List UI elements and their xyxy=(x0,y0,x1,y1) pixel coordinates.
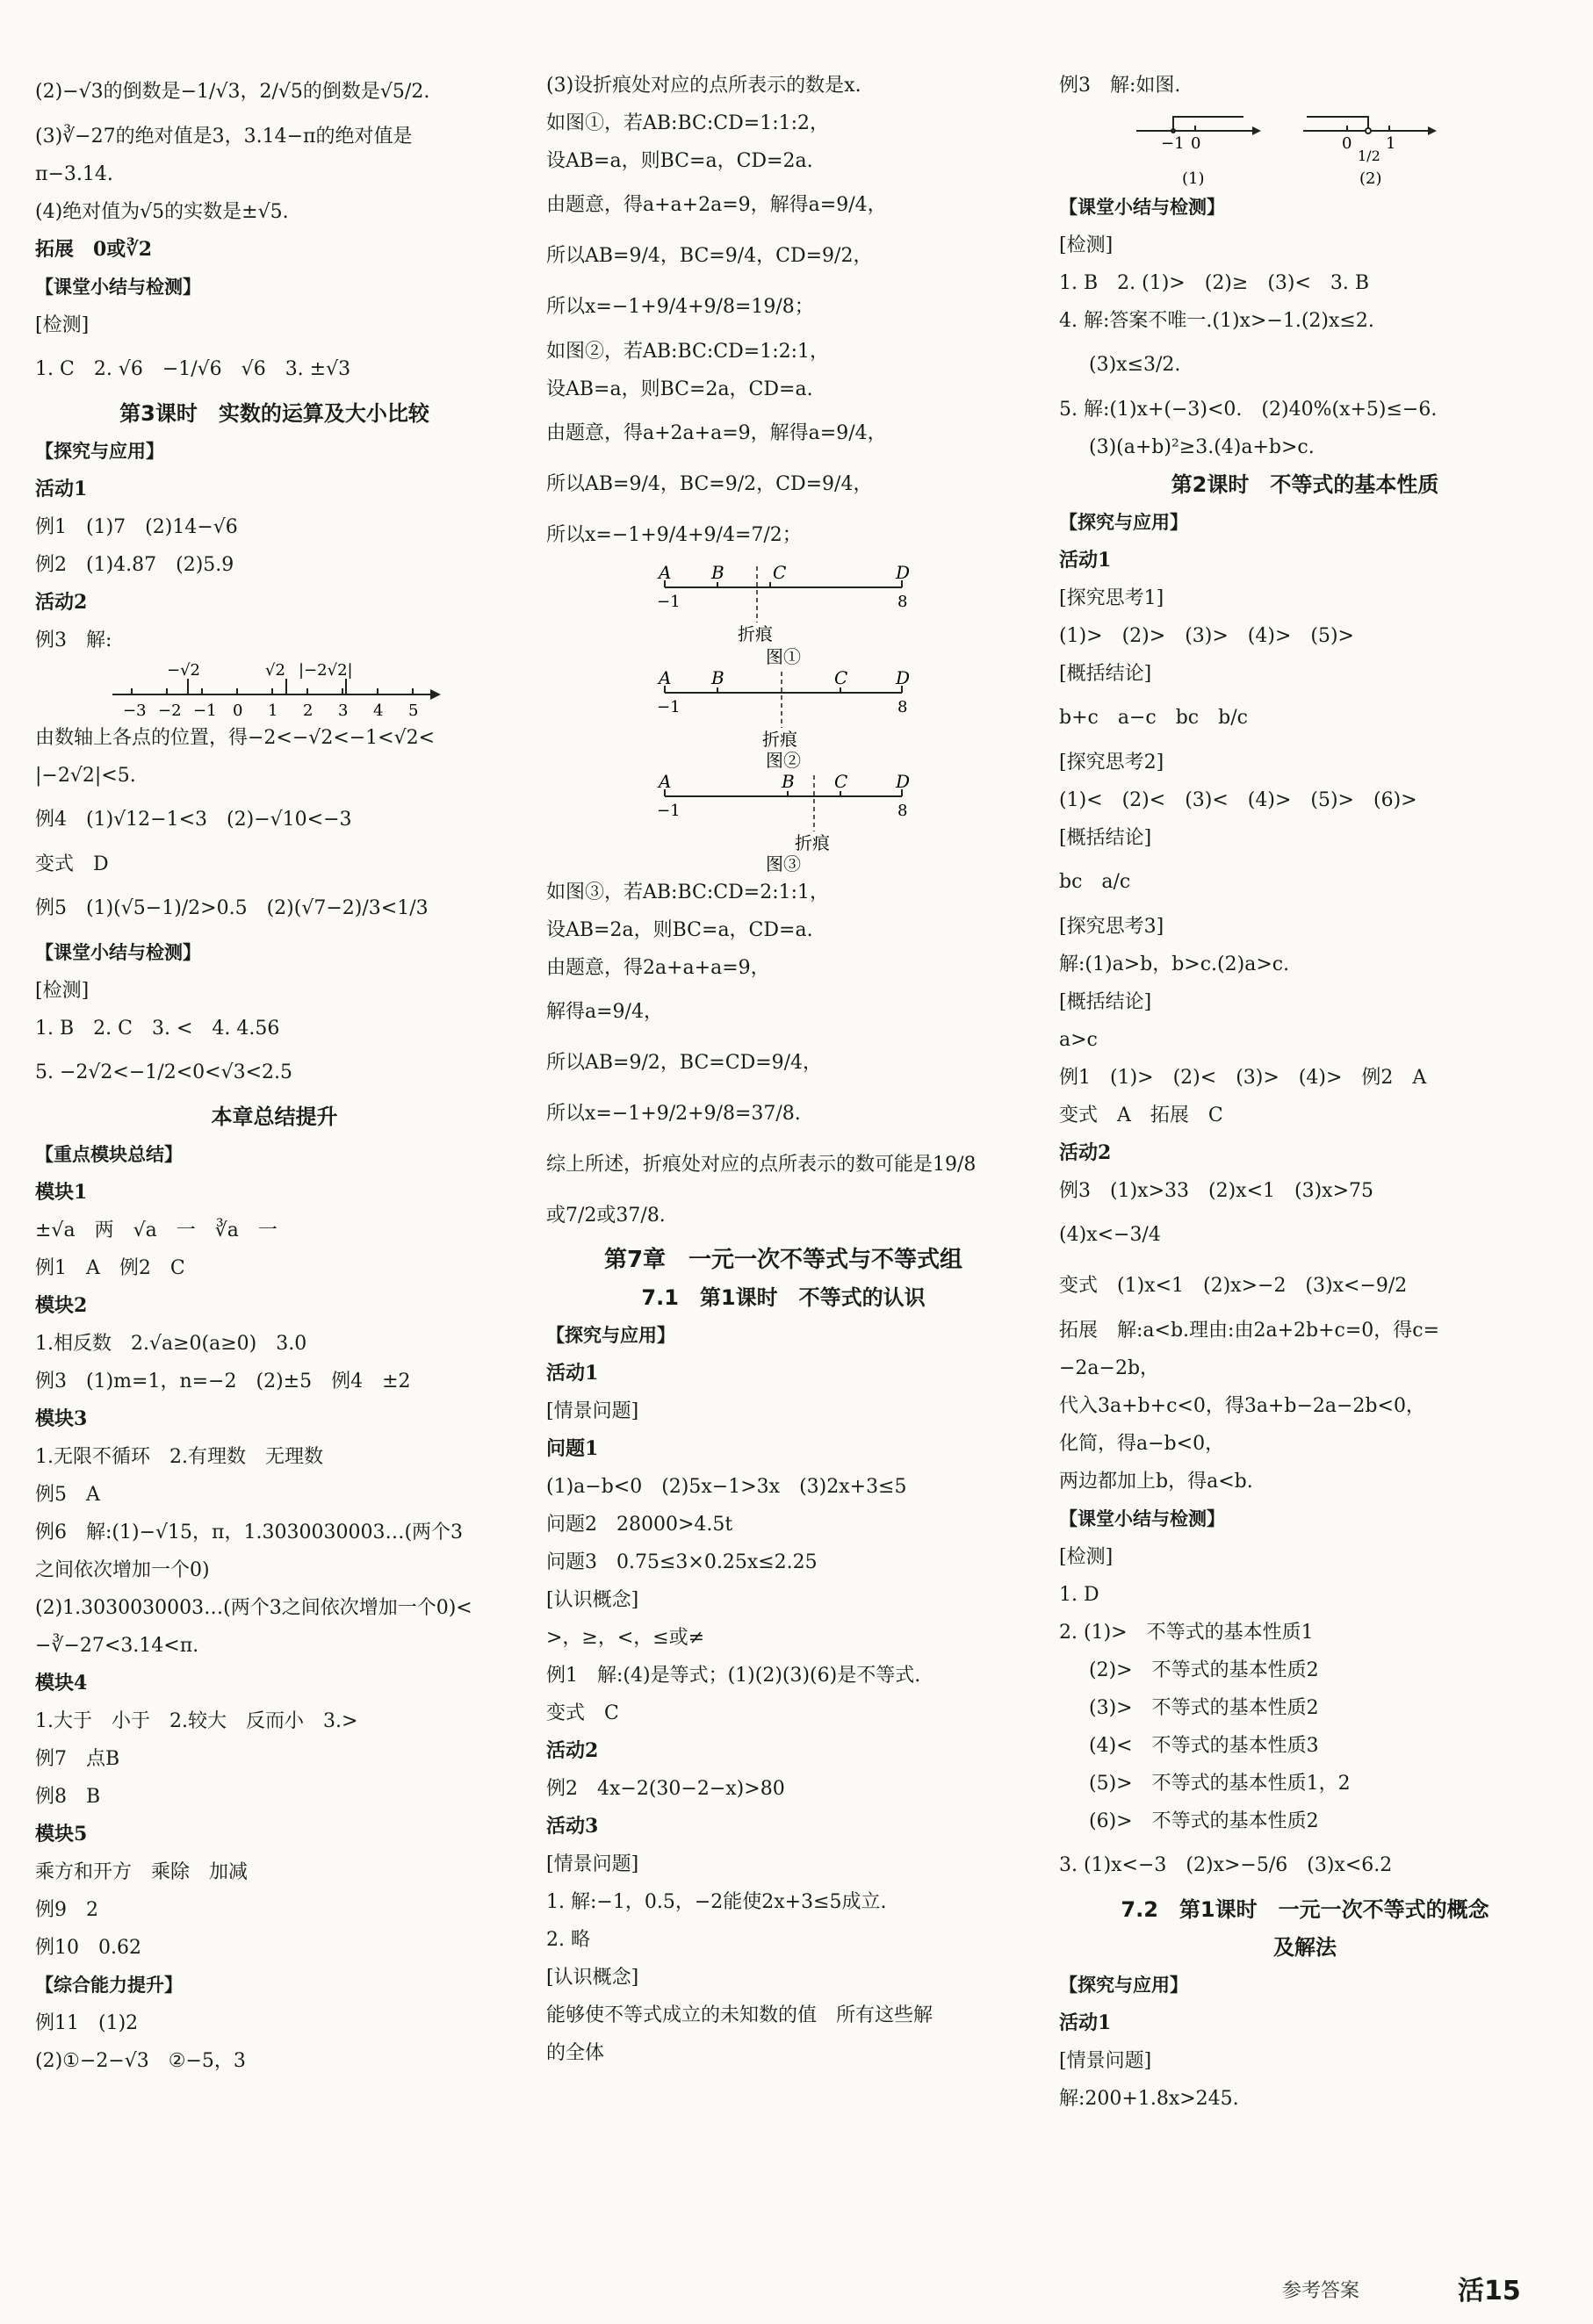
text-line: 1.大于 小于 2.较大 反而小 3.> xyxy=(35,1710,358,1732)
figure-caption: 图① xyxy=(766,646,801,666)
text-line: 例3 解:如图. xyxy=(1059,75,1181,97)
text-line: bc a/c xyxy=(1059,871,1131,893)
mark-label: −√2 xyxy=(167,661,201,680)
text-line: 例5 (1)(√5−1)/2>0.5 (2)(√7−2)/3<1/3 xyxy=(35,897,429,919)
point-label: A xyxy=(659,667,672,688)
tick-label: 5 xyxy=(408,702,419,719)
section-heading: 【课堂小结与检测】 xyxy=(35,277,201,298)
text-line: 综上所述，折痕处对应的点所表示的数可能是19/8 xyxy=(546,1154,977,1176)
text-line: (3)x≤3/2. xyxy=(1089,354,1181,376)
text-line: 例4 (1)√12−1<3 (2)−√10<−3 xyxy=(35,809,352,831)
text-line: (2)−√3的倒数是−1/√3，2/√5的倒数是√5/2. xyxy=(35,81,430,103)
text-line: 1. C 2. √6 −1/√6 √6 3. ±√3 xyxy=(35,358,351,380)
text-line: (3)(a+b)²≥3.(4)a+b>c. xyxy=(1089,436,1315,458)
text-line: 2. (1)> 不等式的基本性质1 xyxy=(1059,1622,1314,1644)
tick-label: −2 xyxy=(158,702,182,719)
text-line: (5)> 不等式的基本性质1，2 xyxy=(1089,1773,1351,1795)
subsection-label: [检测] xyxy=(1059,1546,1114,1568)
text-line: 能够使不等式成立的未知数的值 所有这些解 xyxy=(546,2004,933,2026)
text-line: >，≥，<，≤或≠ xyxy=(546,1627,705,1649)
figure-label: (2) xyxy=(1359,169,1382,188)
crease-label: 折痕 xyxy=(738,623,773,644)
text-line: (3)设折痕处对应的点所表示的数是x. xyxy=(546,75,861,97)
text-line: 设AB=a，则BC=2a，CD=a. xyxy=(546,378,813,400)
activity-label: 活动2 xyxy=(546,1739,599,1762)
text-line: −∛−27<3.14<π. xyxy=(35,1635,199,1657)
text-line: (1)a−b<0 (2)5x−1>3x (3)2x+3≤5 xyxy=(546,1476,907,1498)
text-line: 1.无限不循环 2.有理数 无理数 xyxy=(35,1446,323,1468)
text-line: 3. (1)x<−3 (2)x>−5/6 (3)x<6.2 xyxy=(1059,1854,1393,1876)
activity-label: 活动1 xyxy=(1059,549,1112,572)
text-line: 1. B 2. (1)> (2)≥ (3)< 3. B xyxy=(1059,272,1370,294)
text-line: 例9 2 xyxy=(35,1899,98,1921)
text-line: (3)> 不等式的基本性质2 xyxy=(1089,1697,1319,1719)
lesson-title-cont: 及解法 xyxy=(1273,1935,1337,1960)
text-line: 如图③，若AB:BC:CD=2:1:1， xyxy=(546,881,830,903)
point-label: D xyxy=(896,562,911,583)
text-line: 化简，得a−b<0， xyxy=(1059,1433,1225,1455)
text-line: 例10 0.62 xyxy=(35,1937,141,1959)
subsection-label: [情景问题] xyxy=(546,1853,639,1875)
text-line: 问题3 0.75≤3×0.25x≤2.25 xyxy=(546,1551,818,1573)
point-label: C xyxy=(773,562,787,583)
activity-label: 活动1 xyxy=(546,1362,599,1385)
text-line: 如图②，若AB:BC:CD=1:2:1， xyxy=(546,341,830,363)
section-heading: 【探究与应用】 xyxy=(546,1325,675,1346)
fold-figure-2 xyxy=(546,666,1020,770)
end-label: 8 xyxy=(897,698,908,716)
text-line: 拓展 解:a<b.理由:由2a+2b+c=0，得c= xyxy=(1059,1320,1440,1342)
text-line: 例2 4x−2(30−2−x)>80 xyxy=(546,1778,785,1800)
mark-label: √2 xyxy=(265,661,285,680)
tick-label: 0 xyxy=(1191,134,1201,153)
tick-label: −1 xyxy=(193,702,217,719)
tick-label: 3 xyxy=(338,702,349,719)
text-line: 例1 A 例2 C xyxy=(35,1257,185,1279)
text-line: 所以x=−1+9/4+9/4=7/2； xyxy=(546,524,802,546)
subsection-label: [探究思考3] xyxy=(1059,916,1164,938)
text-line: 的全体 xyxy=(546,2042,605,2064)
tick-label: −3 xyxy=(123,702,147,719)
text-line: 例8 B xyxy=(35,1786,101,1808)
text-line: 例6 解:(1)−√15，π，1.3030030003…(两个3 xyxy=(35,1522,464,1543)
text-line: 所以x=−1+9/4+9/8=19/8； xyxy=(546,296,814,318)
text-line: 例3 (1)m=1，n=−2 (2)±5 例4 ±2 xyxy=(35,1371,411,1392)
point-label: D xyxy=(896,771,911,792)
page-footer xyxy=(1282,2272,1554,2311)
text-line: b+c a−c bc b/c xyxy=(1059,707,1248,729)
number-line-figure xyxy=(35,659,514,719)
text-line: (4)x<−3/4 xyxy=(1059,1224,1161,1246)
text-line: 1. 解:−1，0.5，−2能使2x+3≤5成立. xyxy=(546,1891,887,1913)
chapter-title: 第7章 一元一次不等式与不等式组 xyxy=(603,1247,963,1273)
text-line: 拓展 0或∛2 xyxy=(35,238,153,261)
module-label: 模块1 xyxy=(35,1181,88,1204)
text-line: 或7/2或37/8. xyxy=(546,1205,666,1227)
tick-label: 4 xyxy=(373,702,384,719)
text-line: 1. D xyxy=(1059,1584,1099,1606)
tick-label: 1 xyxy=(1386,134,1396,153)
text-line: 由题意，得a+2a+a=9，解得a=9/4， xyxy=(546,422,887,444)
text-line: (6)> 不等式的基本性质2 xyxy=(1089,1810,1319,1832)
text-line: 如图①，若AB:BC:CD=1:1:2， xyxy=(546,112,830,134)
activity-label: 活动1 xyxy=(1059,2011,1112,2034)
module-label: 模块3 xyxy=(35,1407,88,1430)
subsection-label: [检测] xyxy=(1059,234,1114,256)
lesson-title: 第3课时 实数的运算及大小比较 xyxy=(119,401,429,426)
activity-label: 活动3 xyxy=(546,1815,599,1838)
section-heading: 【综合能力提升】 xyxy=(35,1975,183,1996)
text-line: ±√a 两 √a 一 ∛a 一 xyxy=(35,1220,278,1241)
text-line: 例1 (1)> (2)< (3)> (4)> 例2 A xyxy=(1059,1067,1427,1089)
text-line: 问题1 xyxy=(546,1437,599,1460)
text-line: (3)∛−27的绝对值是3，3.14−π的绝对值是 xyxy=(35,126,413,147)
column-middle xyxy=(546,67,1020,2072)
page-number: 活15 xyxy=(1458,2276,1521,2306)
subsection-label: [情景问题] xyxy=(546,1400,639,1422)
text-line: 所以x=−1+9/2+9/8=37/8. xyxy=(546,1103,801,1125)
subsection-label: [探究思考2] xyxy=(1059,752,1164,773)
text-line: (2)> 不等式的基本性质2 xyxy=(1089,1659,1319,1681)
text-line: 所以AB=9/4，BC=9/4，CD=9/2， xyxy=(546,245,873,267)
chapter-summary-title: 本章总结提升 xyxy=(211,1104,338,1129)
text-line: 代入3a+b+c<0，得3a+b−2a−2b<0， xyxy=(1059,1395,1425,1417)
section-heading: 【课堂小结与检测】 xyxy=(1059,197,1225,218)
text-line: −2a−2b， xyxy=(1059,1357,1160,1379)
text-line: 5. 解:(1)x+(−3)<0. (2)40%(x+5)≤−6. xyxy=(1059,399,1438,421)
text-line: 例3 (1)x>33 (2)x<1 (3)x>75 xyxy=(1059,1180,1373,1202)
section-heading: 【探究与应用】 xyxy=(35,441,164,462)
text-line: 问题2 28000>4.5t xyxy=(546,1514,733,1536)
subsection-label: [探究思考1] xyxy=(1059,587,1164,609)
text-line: 例2 (1)4.87 (2)5.9 xyxy=(35,554,234,576)
text-line: 例11 (1)2 xyxy=(35,2012,139,2034)
text-line: (4)< 不等式的基本性质3 xyxy=(1089,1735,1319,1757)
crease-label: 折痕 xyxy=(762,729,797,750)
subsection-label: [认识概念] xyxy=(546,1589,639,1611)
activity-label: 活动1 xyxy=(35,478,88,500)
figure-caption: 图③ xyxy=(766,853,801,874)
text-line: 解:200+1.8x>245. xyxy=(1059,2088,1239,2110)
end-label: −1 xyxy=(657,698,681,716)
column-right xyxy=(1059,67,1551,2118)
text-line: 5. −2√2<−1/2<0<√3<2.5 xyxy=(35,1061,293,1083)
end-label: 8 xyxy=(897,593,908,611)
text-line: 例5 A xyxy=(35,1484,100,1506)
section-heading: 【课堂小结与检测】 xyxy=(1059,1508,1225,1529)
text-line: 由数轴上各点的位置，得−2<−√2<−1<√2< xyxy=(35,727,436,749)
fold-figure-3 xyxy=(546,770,1020,874)
end-label: 8 xyxy=(897,802,908,820)
tick-label: 0 xyxy=(233,702,243,719)
subsection-label: [检测] xyxy=(35,980,90,1002)
text-line: 1. B 2. C 3. < 4. 4.56 xyxy=(35,1018,280,1040)
point-label: C xyxy=(834,667,848,688)
end-label: −1 xyxy=(657,802,681,820)
text-line: (2)1.3030030003…(两个3之间依次增加一个0)< xyxy=(35,1597,472,1619)
text-line: π−3.14. xyxy=(35,163,113,185)
text-line: 所以AB=9/4，BC=9/2，CD=9/4， xyxy=(546,473,873,495)
subsection-label: [概括结论] xyxy=(1059,991,1152,1013)
text-line: 4. 解:答案不唯一.(1)x>−1.(2)x≤2. xyxy=(1059,310,1374,332)
module-label: 模块5 xyxy=(35,1823,88,1846)
tick-label: 1 xyxy=(268,702,278,719)
text-line: 变式 A 拓展 C xyxy=(1059,1104,1223,1126)
section-heading: 【探究与应用】 xyxy=(1059,1975,1188,1996)
tick-label: 2 xyxy=(303,702,314,719)
text-line: 由题意，得a+a+2a=9，解得a=9/4， xyxy=(546,194,887,216)
text-line: 所以AB=9/2，BC=CD=9/4， xyxy=(546,1052,823,1074)
text-line: (1)> (2)> (3)> (4)> (5)> xyxy=(1059,625,1354,647)
point-label: B xyxy=(711,667,724,688)
text-line: 例3 解: xyxy=(35,630,112,651)
subsection-label: [认识概念] xyxy=(546,1967,639,1989)
point-label: B xyxy=(782,771,795,792)
module-label: 模块4 xyxy=(35,1672,88,1694)
text-line: 乘方和开方 乘除 加减 xyxy=(35,1861,249,1883)
text-line: 例1 解:(4)是等式；(1)(2)(3)(6)是不等式. xyxy=(546,1665,921,1687)
text-line: 由题意，得2a+a+a=9， xyxy=(546,957,770,979)
figure-caption: 图② xyxy=(766,750,801,770)
point-label: B xyxy=(711,562,724,583)
section-heading: 【探究与应用】 xyxy=(1059,512,1188,533)
text-line: (2)①−2−√3 ②−5，3 xyxy=(35,2050,246,2072)
subsection-label: [情景问题] xyxy=(1059,2050,1152,2072)
module-label: 模块2 xyxy=(35,1294,88,1317)
text-line: 设AB=2a，则BC=a，CD=a. xyxy=(546,919,813,941)
point-label: D xyxy=(896,667,911,688)
text-line: 例1 (1)7 (2)14−√6 xyxy=(35,516,238,538)
text-line: 变式 C xyxy=(546,1702,619,1724)
tick-label: 1/2 xyxy=(1358,147,1380,164)
column-left xyxy=(35,67,514,2080)
subsection-label: [概括结论] xyxy=(1059,827,1152,849)
point-label: C xyxy=(834,771,848,792)
end-label: −1 xyxy=(657,593,681,611)
subsection-label: [检测] xyxy=(35,314,90,336)
text-line: 两边都加上b，得a<b. xyxy=(1059,1471,1253,1493)
text-line: 变式 D xyxy=(35,853,109,875)
lesson-title: 第2课时 不等式的基本性质 xyxy=(1171,472,1439,497)
subsection-label: [概括结论] xyxy=(1059,663,1152,685)
text-line: |−2√2|<5. xyxy=(35,765,136,787)
text-line: 解得a=9/4， xyxy=(546,1001,663,1023)
text-line: a>c xyxy=(1059,1029,1098,1051)
section-heading: 【课堂小结与检测】 xyxy=(35,942,201,963)
point-label: A xyxy=(659,562,672,583)
section-heading: 【重点模块总结】 xyxy=(35,1144,183,1165)
footer-label: 参考答案 xyxy=(1282,2280,1360,2302)
mark-label: |−2√2| xyxy=(299,661,353,680)
point-label: A xyxy=(659,771,672,792)
solution-number-lines xyxy=(1059,104,1551,189)
tick-label: 0 xyxy=(1342,134,1352,153)
lesson-title: 7.2 第1课时 一元一次不等式的概念 xyxy=(1121,1897,1489,1922)
activity-label: 活动2 xyxy=(35,591,88,614)
fold-figure-1 xyxy=(546,561,1020,666)
tick-label: −1 xyxy=(1161,134,1185,153)
crease-label: 折痕 xyxy=(795,832,830,853)
text-line: 2. 略 xyxy=(546,1929,590,1951)
text-line: 例7 点B xyxy=(35,1748,120,1770)
text-line: 变式 (1)x<1 (2)x>−2 (3)x<−9/2 xyxy=(1059,1275,1408,1297)
text-line: 解:(1)a>b，b>c.(2)a>c. xyxy=(1059,953,1290,975)
text-line: (4)绝对值为√5的实数是±√5. xyxy=(35,201,289,223)
text-line: (1)< (2)< (3)< (4)> (5)> (6)> xyxy=(1059,789,1417,811)
text-line: 1.相反数 2.√a≥0(a≥0) 3.0 xyxy=(35,1333,307,1355)
text-line: 设AB=a，则BC=a，CD=2a. xyxy=(546,150,813,172)
text-line: 之间依次增加一个0) xyxy=(35,1559,210,1581)
activity-label: 活动2 xyxy=(1059,1141,1112,1164)
lesson-title: 7.1 第1课时 不等式的认识 xyxy=(641,1285,926,1310)
figure-label: (1) xyxy=(1182,169,1205,188)
